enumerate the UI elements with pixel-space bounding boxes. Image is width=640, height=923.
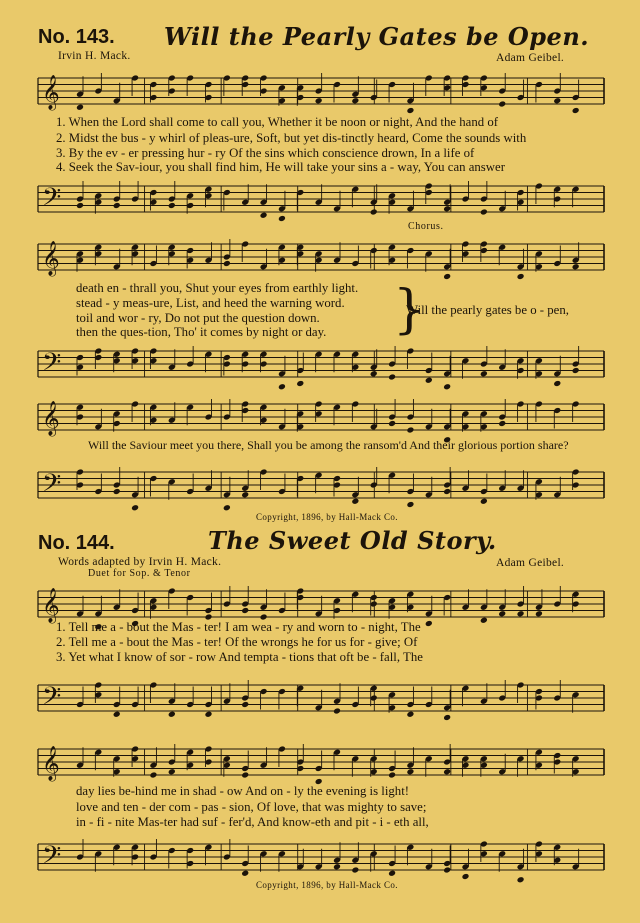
duet-label: Duet for Sop. & Tenor (88, 568, 191, 579)
svg-text:𝄞: 𝄞 (42, 401, 60, 436)
hymn-144-copyright: Copyright, 1896, by Hall-Mack Co. (256, 880, 398, 890)
staff-treble-143-1 (38, 66, 604, 116)
verse-line: toil and wor - ry, Do not put the question down. (76, 311, 320, 325)
verse-line: love and ten - der com - pas - sion, Of love, that was mighty to save; (76, 800, 427, 814)
staff-treble-143-2 (38, 234, 604, 280)
verse-line: 3. By the ev - er pressing hur - ry Of the sins which conscience drown, In a life of (56, 146, 475, 160)
svg-text:𝄢: 𝄢 (42, 682, 62, 717)
staff-bass-143-1 (38, 176, 604, 222)
verse-line: 3. Yet what I know of sor - row And tempta - tions that oft be - fall, The (56, 650, 423, 664)
hymn-144-number: No. 144. (38, 532, 115, 554)
staff-bass-144-1 (38, 676, 604, 720)
verse-line: 1. Tell me a - bout the Mas - ter! I am wea - ry and worn to - night, The (56, 620, 421, 634)
hymn-143-copyright: Copyright, 1896, by Hall-Mack Co. (256, 512, 398, 522)
svg-text:𝄞: 𝄞 (42, 75, 60, 110)
staff-bass-143-3 (38, 462, 604, 508)
chorus-label: Chorus. (408, 221, 444, 232)
svg-text:𝄞: 𝄞 (42, 241, 60, 276)
hymn-143-music-credit: Adam Geibel. (496, 52, 565, 64)
verse-line: in - fi - nite Mas-ter had suf - fer'd, And know-eth and pit - i - eth all, (76, 815, 429, 829)
chorus-lyric-line: Will the Saviour meet you there, Shall you be among the ransom'd And their glorious portion share? (88, 438, 569, 452)
staff-treble-144-2 (38, 740, 604, 784)
verse-brace: } (393, 280, 427, 340)
staff-treble-143-3 (38, 395, 604, 439)
svg-text:𝄞: 𝄞 (42, 746, 60, 781)
chorus-lyric: Will the pearly gates be o - pen, (406, 303, 569, 317)
verse-line: 1. When the Lord shall come to call you, Whether it be noon or night, And the hand of (56, 115, 498, 129)
verse-line: 2. Tell me a - bout the Mas - ter! Of the wrongs he for us for - give; Of (56, 635, 418, 649)
staff-bass-144-2 (38, 834, 604, 880)
hymn-144-music-credit: Adam Geibel. (496, 557, 565, 569)
hymn-143-title: Will the Pearly Gates be Open. (164, 22, 590, 51)
svg-text:𝄢: 𝄢 (42, 183, 62, 218)
verse-line: 4. Seek the Sav-iour, you shall find him, He will take your sins a - way, You can answer (56, 160, 505, 174)
verse-line: day lies be-hind me in shad - ow And on - ly the evening is light! (76, 784, 410, 798)
verse-line: death en - thrall you, Shut your eyes from earthly light. (76, 281, 359, 295)
verse-line: 2. Midst the bus - y whirl of pleas-ure, Soft, but yet dis-tinctly heard, Come the sounds with (56, 131, 527, 145)
verse-line: then the ques-tion, Tho' it comes by night or day. (76, 325, 327, 339)
hymn-143-words-credit: Irvin H. Mack. (58, 50, 131, 62)
hymn-144-words-credit: Words adapted by Irvin H. Mack. (58, 556, 222, 568)
svg-text:𝄢: 𝄢 (42, 469, 62, 504)
hymn-143-number: No. 143. (38, 26, 115, 48)
svg-text:𝄢: 𝄢 (42, 841, 62, 876)
verse-line: stead - y meas-ure, List, and heed the warning word. (76, 296, 345, 310)
staff-bass-143-2 (38, 341, 604, 387)
svg-text:𝄞: 𝄞 (42, 588, 60, 623)
hymn-144-title: The Sweet Old Story. (208, 526, 497, 555)
svg-text:𝄢: 𝄢 (42, 348, 62, 383)
